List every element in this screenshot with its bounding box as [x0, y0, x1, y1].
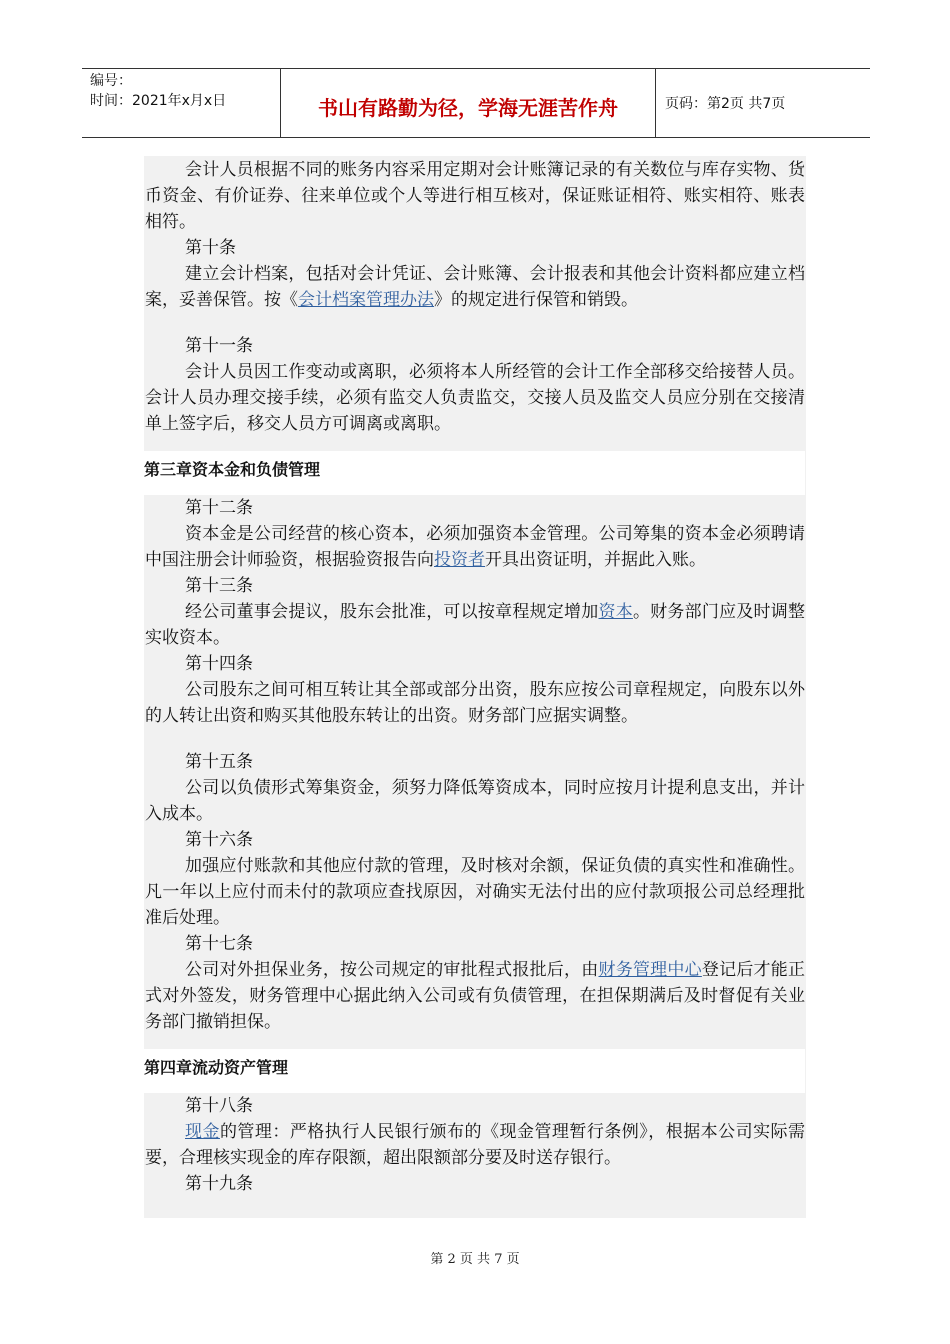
- paragraph-text: 开具出资证明，并据此入账。: [485, 550, 706, 570]
- chapter-heading: 第三章资本金和负债管理: [144, 451, 805, 495]
- paragraph: [145, 521, 805, 573]
- page-footer: 第 2 页 共 7 页: [430, 1252, 520, 1267]
- spacer: [145, 729, 805, 749]
- paragraph: 会计人员根据不同的账务内容采用定期对会计账簿记录的有关数位与库存实物、货币资金、有价证券、往来单位或个人等进行相互核对，保证账证相符、账实相符、账表相符。: [145, 160, 805, 232]
- spacer: [145, 313, 805, 333]
- investor-link[interactable]: 投资者: [434, 550, 485, 570]
- header-motto-cell: [280, 69, 656, 137]
- archive-rules-link[interactable]: 会计档案管理办法: [298, 290, 434, 310]
- paragraph: 会计人员因工作变动或离职，必须将本人所经管的会计工作全部移交给接替人员。会计人员办理交接手续，必须有监交人负责监交，交接人员及监交人员应分别在交接清单上签字后，移交人员方可调离或离职。: [145, 362, 805, 434]
- motto: 书山有路勤为径，学海无涯苦作舟: [318, 96, 618, 120]
- header-left-cell: [82, 69, 280, 137]
- paragraph-text: 公司对外担保业务，按公司规定的审批程式报批后，由: [185, 960, 599, 980]
- capital-link[interactable]: 资本: [598, 602, 633, 622]
- article-heading: 第十一条: [185, 336, 253, 356]
- paragraph-text: 。财务部门应及时调整实收资本。: [145, 602, 806, 648]
- date-label: 时间：2021年x月x日: [90, 93, 227, 109]
- cash-link[interactable]: 现金: [185, 1122, 220, 1142]
- paragraph-text: 登记后才能正式对外签发，财务管理中心据此纳入公司或有负债管理，在担保期满后及时督促有关业务部门撤销担保。: [145, 960, 806, 1032]
- article-heading: 第十条: [185, 238, 236, 258]
- article-heading: 第十三条: [185, 576, 253, 596]
- document-body: [145, 157, 805, 1197]
- page-info: 页码：第2页 共7页: [665, 96, 786, 112]
- document-header: [82, 68, 870, 138]
- paragraph: 公司以负债形式筹集资金，须努力降低筹资成本，同时应按月计提利息支出，并计入成本。: [145, 778, 805, 824]
- paragraph: [145, 957, 805, 1035]
- article-heading: 第十六条: [185, 830, 253, 850]
- article-heading: 第十四条: [185, 654, 253, 674]
- paragraph-text: 资本金是公司经营的核心资本，必须加强资本金管理。公司筹集的资本金必须聘请中国注册会计师验资，根据验资报告向: [145, 524, 805, 570]
- article-heading: 第十五条: [185, 752, 253, 772]
- chapter-heading: 第四章流动资产管理: [144, 1049, 805, 1093]
- paragraph: [145, 1119, 805, 1171]
- article-heading: 第十九条: [185, 1174, 253, 1194]
- finance-center-link[interactable]: 财务管理中心: [598, 960, 702, 980]
- paragraph: [145, 599, 805, 651]
- paragraph-text: 》的规定进行保管和销毁。: [434, 290, 638, 310]
- article-heading: 第十七条: [185, 934, 253, 954]
- number-label: 编号：: [90, 73, 132, 89]
- header-right-cell: [655, 69, 870, 137]
- paragraph-text: 建立会计档案，包括对会计凭证、会计账簿、会计报表和其他会计资料都应建立档案，妥善保管。按《: [145, 264, 805, 310]
- paragraph: 加强应付账款和其他应付款的管理，及时核对余额，保证负债的真实性和准确性。凡一年以上应付而未付的款项应查找原因，对确实无法付出的应付款项报公司总经理批准后处理。: [145, 856, 805, 928]
- paragraph-text: 经公司董事会提议，股东会批准，可以按章程规定增加: [185, 602, 599, 622]
- article-heading: 第十八条: [185, 1096, 253, 1116]
- paragraph: 公司股东之间可相互转让其全部或部分出资，股东应按公司章程规定，向股东以外的人转让出资和购买其他股东转让的出资。财务部门应据实调整。: [145, 680, 805, 726]
- article-heading: 第十二条: [185, 498, 253, 518]
- paragraph-text: 的管理：严格执行人民银行颁布的《现金管理暂行条例》，根据本公司实际需要，合理核实现金的库存限额，超出限额部分要及时送存银行。: [145, 1122, 806, 1168]
- paragraph: [145, 261, 805, 313]
